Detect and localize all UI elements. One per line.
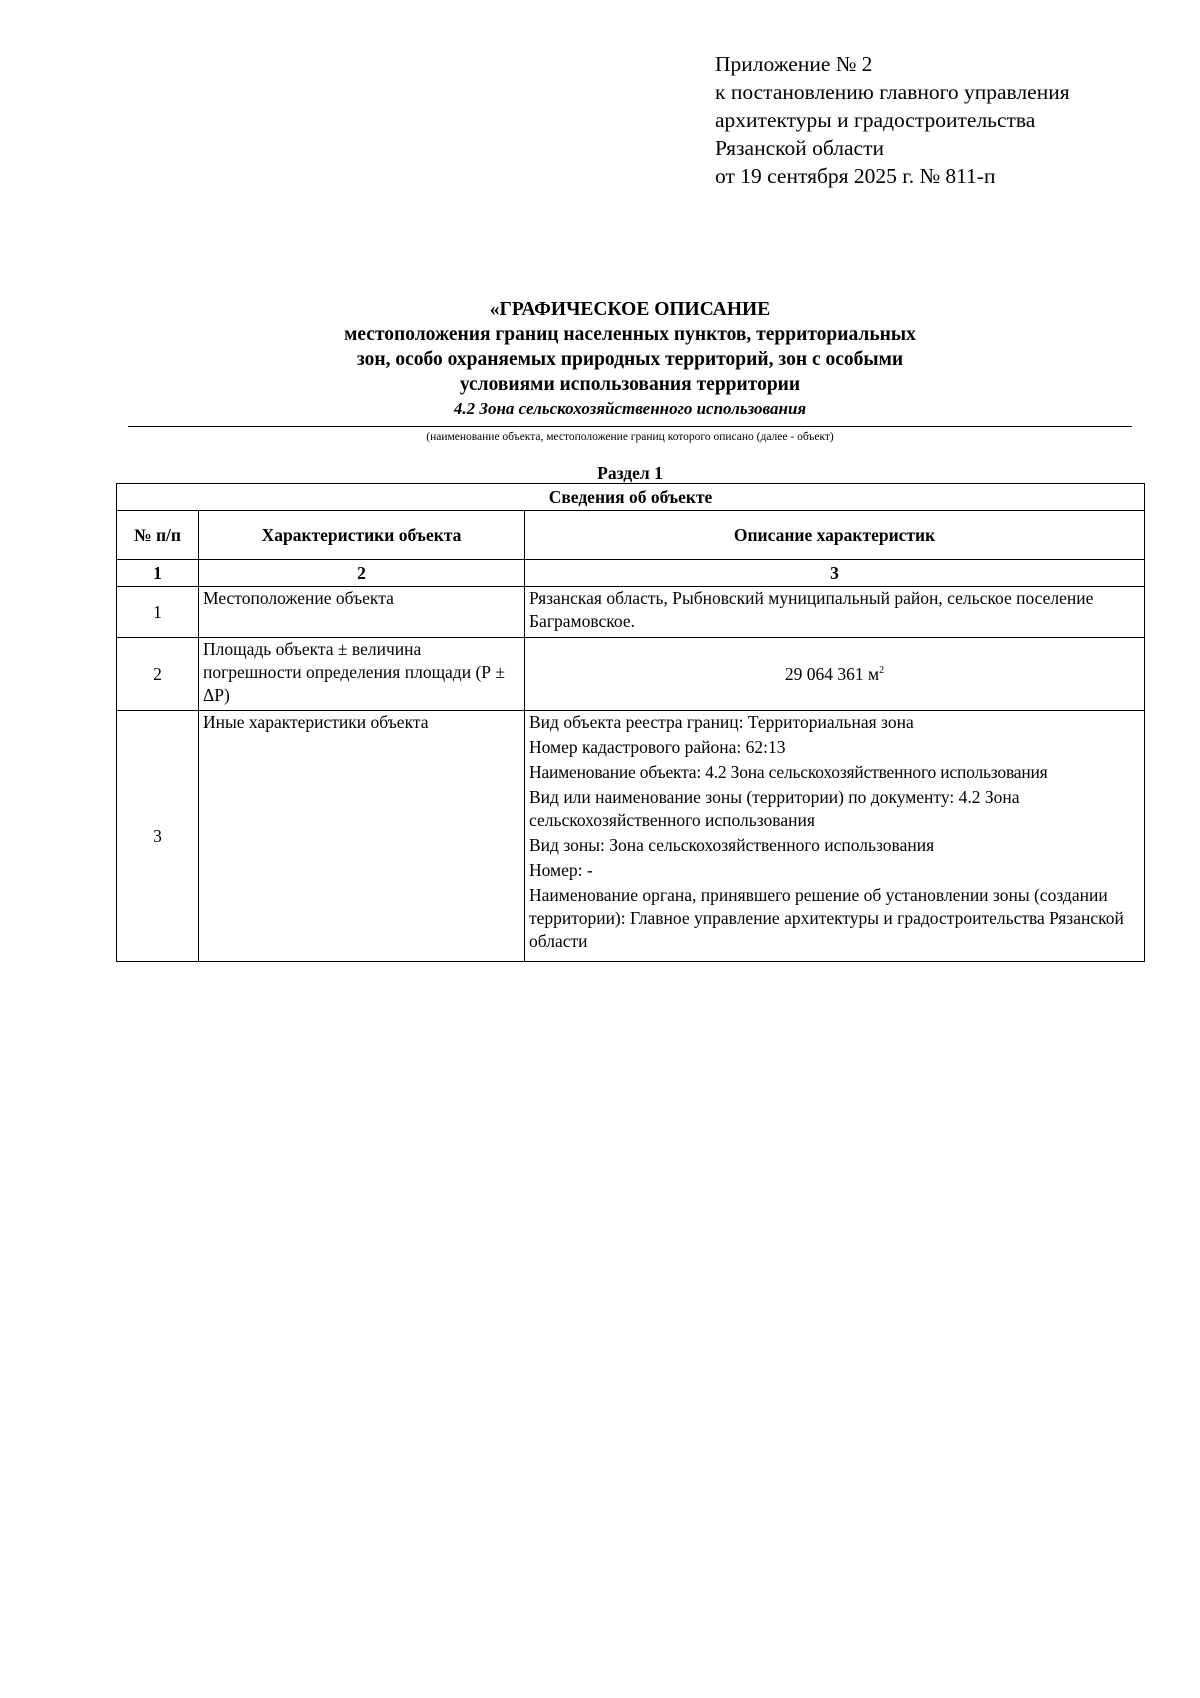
row-characteristic: Местоположение объекта [199,587,525,638]
document-title [128,297,1132,420]
column-number-row [117,560,1145,587]
appendix-line: к постановлению главного управления [715,80,1070,104]
header-num: № п/п [117,511,199,560]
table-row [117,638,1145,711]
header-characteristic: Характеристики объекта [199,511,525,560]
row-num: 3 [117,711,199,962]
description-line: Номер: - [529,860,593,880]
column-number: 2 [199,560,525,587]
title-line: условиями использования территории [459,374,801,395]
appendix-line: Рязанской области [715,136,884,160]
description-line: Рязанская область, Рыбновский муниципальный район, сельское поселение Баграмовское. [529,588,1094,631]
appendix-line: архитектуры и градостроительства [715,108,1036,132]
table-row [117,587,1145,638]
row-num: 2 [117,638,199,711]
table-caption: Сведения об объекте [117,484,1145,511]
object-info-table [116,483,1145,962]
section-title: Раздел 1 [597,463,663,483]
description-line: Наименование объекта: 4.2 Зона сельскохозяйственного использования [529,762,1048,782]
title-line: местоположения границ населенных пунктов, территориальных [344,324,916,345]
object-name: 4.2 Зона сельскохозяйственного использования [453,399,807,418]
title-line: зон, особо охраняемых природных территорий, зон с особыми [356,349,904,370]
table-header-row [117,511,1145,560]
table-caption-row [117,484,1145,511]
column-number: 1 [117,560,199,587]
row-num: 1 [117,587,199,638]
title-line: «ГРАФИЧЕСКОЕ ОПИСАНИЕ [489,299,771,320]
description-line: Номер кадастрового района: 62:13 [529,737,786,757]
column-number: 3 [525,560,1145,587]
description-line: Вид или наименование зоны (территории) по документу: 4.2 Зона сельскохозяйственного использования [529,787,1020,830]
area-value: 29 064 361 м [784,663,880,684]
row-characteristic: Площадь объекта ± величина погрешности определения площади (Р ± ΔР) [199,638,525,711]
area-unit-superscript: 2 [879,664,885,676]
description-line: Наименование органа, принявшего решение об установлении зоны (создании территории): Главное управление архитектуры и градостроительства Рязанской области [529,885,1124,951]
row-characteristic: Иные характеристики объекта [199,711,525,962]
description-line: Вид зоны: Зона сельскохозяйственного использования [529,835,935,855]
row-description [525,711,1145,962]
table-row [117,711,1145,962]
description-line: Вид объекта реестра границ: Территориальная зона [529,712,914,732]
header-description: Описание характеристик [525,511,1145,560]
appendix-block [715,50,1070,190]
object-name-underline [128,426,1132,427]
object-name-caption: (наименование объекта, местоположение границ которого описано (далее - объект) [426,431,834,443]
row-description [525,587,1145,638]
appendix-line: Приложение № 2 [715,52,873,76]
area-value-cell [525,638,1145,711]
appendix-line: от 19 сентября 2025 г. № 811-п [715,164,996,188]
